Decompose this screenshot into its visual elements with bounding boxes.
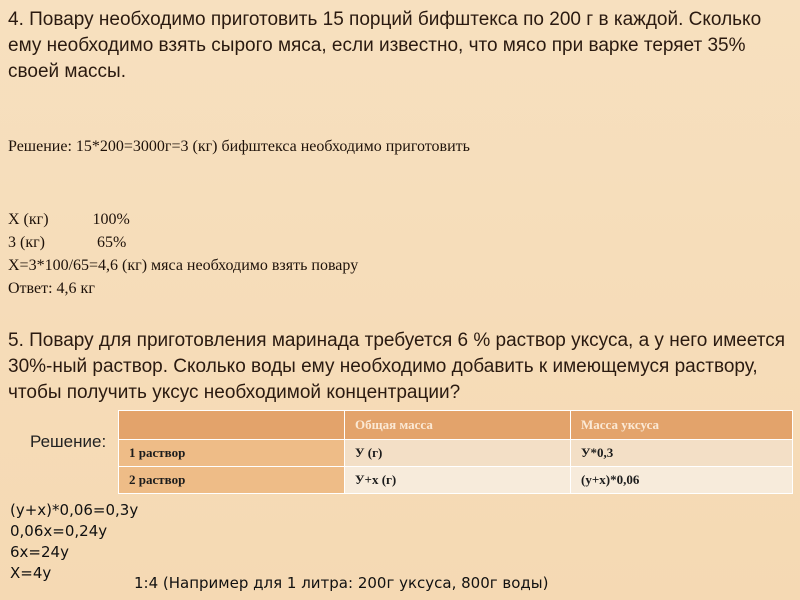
calc-line: Х=3*100/65=4,6 (кг) мяса необходимо взять повару: [8, 257, 359, 274]
equation-line: Х=4у: [10, 564, 52, 582]
calc-line: 3 (кг) 65%: [8, 234, 127, 251]
table-row: [119, 440, 793, 467]
table-cell: 2 раствор: [119, 467, 345, 494]
solution-table: [118, 410, 793, 494]
equation-block: [10, 500, 138, 584]
table-row: [119, 467, 793, 494]
table-header: [119, 411, 345, 440]
calc-line: Х (кг) 100%: [8, 211, 130, 228]
equation-line: 0,06х=0,24у: [10, 522, 108, 540]
table-cell: 1 раствор: [119, 440, 345, 467]
solution-1: Решение: 15*200=3000г=3 (кг) бифштекса необходимо приготовить: [8, 138, 470, 155]
table-header: Общая масса: [345, 411, 571, 440]
ratio-example: 1:4 (Например для 1 литра: 200г уксуса, 800г воды): [134, 574, 549, 592]
table-cell: У*0,3: [571, 440, 793, 467]
table-cell: У+х (г): [345, 467, 571, 494]
calculation-block: [8, 210, 358, 302]
solution-2-label: Решение:: [30, 432, 107, 451]
equation-line: (у+х)*0,06=0,3у: [10, 501, 139, 519]
task-4-text: 4. Повару необходимо приготовить 15 порций бифштекса по 200 г в каждой. Сколько ему необходимо взять сырого мяса, если известно, что мясо при варке теряет 35% своей массы.: [8, 9, 762, 82]
table-header-row: [119, 411, 793, 440]
table-cell: У (г): [345, 440, 571, 467]
answer-line: Ответ: 4,6 кг: [8, 280, 95, 297]
table-cell: (у+х)*0,06: [571, 467, 793, 494]
equation-line: 6х=24у: [10, 543, 69, 561]
table-header: Масса уксуса: [571, 411, 793, 440]
task-5-text: 5. Повару для приготовления маринада требуется 6 % раствор уксуса, а у него имеется 30%-ный раствор. Сколько воды ему необходимо добавить к имеющемуся раствору, чтобы получить уксус необходимой концентрации?: [8, 330, 786, 403]
